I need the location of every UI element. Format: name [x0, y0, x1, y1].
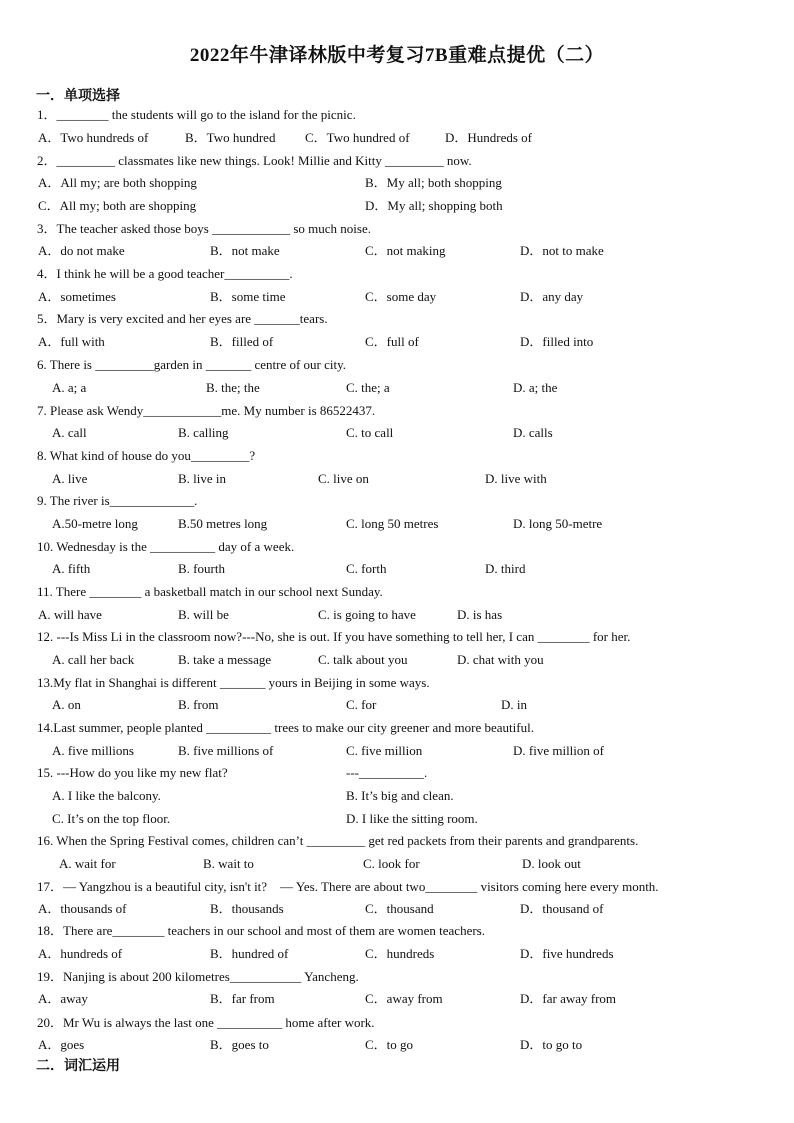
- question-11-stem: 11. There ________ a basketball match in our school next Sunday.: [37, 584, 383, 599]
- question-16-option: C. look for: [363, 856, 420, 871]
- question-4-option: C．some day: [365, 289, 437, 304]
- question-2-option: A．All my; are both shopping: [38, 175, 197, 190]
- question-15-stem: 15. ---How do you like my new flat?: [37, 765, 228, 780]
- question-17-option: D．thousand of: [520, 901, 604, 916]
- question-1-option: D．Hundreds of: [445, 130, 533, 145]
- question-18-option: D．five hundreds: [520, 946, 614, 961]
- question-9-stem: 9. The river is_____________.: [37, 493, 198, 508]
- question-15-option: C. It’s on the top floor.: [52, 811, 171, 826]
- question-14-option: D. five million of: [513, 743, 604, 758]
- question-4-stem: 4．I think he will be a good teacher__________.: [37, 266, 293, 281]
- question-6-option: A. a; a: [52, 380, 87, 395]
- question-18-option: B．hundred of: [210, 946, 289, 961]
- question-16-stem: 16. When the Spring Festival comes, children can’t _________ get red packets from their parents and grandparents.: [37, 833, 639, 848]
- question-15-option: B. It’s big and clean.: [346, 788, 454, 803]
- question-10-option: A. fifth: [52, 561, 91, 576]
- question-5-option: A．full with: [38, 334, 105, 349]
- question-18-option: C．hundreds: [365, 946, 435, 961]
- question-12-option: A. call her back: [52, 652, 135, 667]
- question-11-option: C. is going to have: [318, 607, 416, 622]
- question-2-stem: 2．_________ classmates like new things. Look! Millie and Kitty _________ now.: [37, 153, 472, 168]
- question-7-stem: 7. Please ask Wendy____________me. My number is 86522437.: [37, 403, 376, 418]
- question-1-option: B．Two hundred: [185, 130, 276, 145]
- question-13-option: D. in: [501, 697, 527, 712]
- question-8-option: B. live in: [178, 471, 227, 486]
- question-17-option: A．thousands of: [38, 901, 127, 916]
- question-8-option: D. live with: [485, 471, 547, 486]
- question-20-option: D．to go to: [520, 1037, 583, 1052]
- question-16-option: B. wait to: [203, 856, 254, 871]
- question-12-stem: 12. ---Is Miss Li in the classroom now?---No, she is out. If you have something to tell her, I can ________ for her.: [37, 629, 631, 644]
- question-5-option: C．full of: [365, 334, 419, 349]
- question-10-option: B. fourth: [178, 561, 225, 576]
- question-17-option: B．thousands: [210, 901, 284, 916]
- question-9-option: C. long 50 metres: [346, 516, 439, 531]
- question-1-stem: 1．________ the students will go to the island for the picnic.: [37, 107, 356, 122]
- question-13-stem: 13.My flat in Shanghai is different _______ yours in Beijing in some ways.: [37, 675, 430, 690]
- question-3-option: A．do not make: [38, 243, 125, 258]
- question-5-stem: 5．Mary is very excited and her eyes are _______tears.: [37, 311, 328, 326]
- question-3-option: C．not making: [365, 243, 446, 258]
- question-4-option: D．any day: [520, 289, 584, 304]
- question-12-option: B. take a message: [178, 652, 272, 667]
- question-15-option: A. I like the balcony.: [52, 788, 161, 803]
- question-4-option: B．some time: [210, 289, 286, 304]
- question-5-option: B．filled of: [210, 334, 274, 349]
- question-10-option: D. third: [485, 561, 526, 576]
- section-heading-single-choice: 一．单项选择: [36, 88, 120, 104]
- question-12-option: D. chat with you: [457, 652, 544, 667]
- question-6-stem: 6. There is _________garden in _______ centre of our city.: [37, 357, 347, 372]
- document-title: 2022年牛津译林版中考复习7B重难点提优（二）: [189, 45, 605, 66]
- question-9-option: A.50-metre long: [52, 516, 138, 531]
- question-17-stem: 17．— Yangzhou is a beautiful city, isn't it? — Yes. There are about two________ visitors coming here every month.: [37, 879, 659, 894]
- question-14-stem: 14.Last summer, people planted __________ trees to make our city greener and more beautiful.: [37, 720, 534, 735]
- question-9-option: D. long 50-metre: [513, 516, 603, 531]
- question-20-stem: 20．Mr Wu is always the last one __________ home after work.: [37, 1015, 375, 1030]
- question-17-option: C．thousand: [365, 901, 434, 916]
- question-2-option: C．All my; both are shopping: [38, 198, 197, 213]
- question-19-option: D．far away from: [520, 991, 617, 1006]
- question-20-option: B．goes to: [210, 1037, 269, 1052]
- question-8-option: C. live on: [318, 471, 369, 486]
- question-18-stem: 18．There are________ teachers in our school and most of them are women teachers.: [37, 923, 485, 938]
- question-6-option: C. the; a: [346, 380, 390, 395]
- question-2-option: D．My all; shopping both: [365, 198, 503, 213]
- question-7-option: C. to call: [346, 425, 394, 440]
- question-11-option: A. will have: [38, 607, 102, 622]
- question-8-stem: 8. What kind of house do you_________?: [37, 448, 256, 463]
- question-19-option: A．away: [38, 991, 88, 1006]
- question-19-option: C．away from: [365, 991, 443, 1006]
- question-3-stem: 3．The teacher asked those boys ____________ so much noise.: [37, 221, 371, 236]
- question-3-option: D．not to make: [520, 243, 604, 258]
- question-13-option: A. on: [52, 697, 81, 712]
- question-2-option: B．My all; both shopping: [365, 175, 502, 190]
- question-10-stem: 10. Wednesday is the __________ day of a week.: [37, 539, 295, 554]
- question-7-option: A. call: [52, 425, 87, 440]
- question-13-option: C. for: [346, 697, 377, 712]
- question-11-option: D. is has: [457, 607, 503, 622]
- question-18-option: A．hundreds of: [38, 946, 123, 961]
- question-7-option: B. calling: [178, 425, 229, 440]
- question-5-option: D．filled into: [520, 334, 594, 349]
- question-7-option: D. calls: [513, 425, 553, 440]
- question-15-response: ---__________.: [346, 765, 428, 780]
- question-19-option: B．far from: [210, 991, 275, 1006]
- question-4-option: A．sometimes: [38, 289, 116, 304]
- question-13-option: B. from: [178, 697, 219, 712]
- question-6-option: B. the; the: [206, 380, 260, 395]
- section-heading-vocabulary: 二．词汇运用: [36, 1058, 120, 1074]
- question-1-option: A．Two hundreds of: [38, 130, 149, 145]
- question-19-stem: 19．Nanjing is about 200 kilometres___________ Yancheng.: [37, 969, 359, 984]
- question-20-option: A．goes: [38, 1037, 85, 1052]
- question-8-option: A. live: [52, 471, 88, 486]
- question-14-option: B. five millions of: [178, 743, 274, 758]
- question-14-option: A. five millions: [52, 743, 134, 758]
- question-3-option: B．not make: [210, 243, 280, 258]
- question-16-option: A. wait for: [59, 856, 116, 871]
- question-14-option: C. five million: [346, 743, 423, 758]
- question-1-option: C．Two hundred of: [305, 130, 410, 145]
- question-15-option: D. I like the sitting room.: [346, 811, 478, 826]
- question-16-option: D. look out: [522, 856, 581, 871]
- question-6-option: D. a; the: [513, 380, 558, 395]
- question-11-option: B. will be: [178, 607, 229, 622]
- question-9-option: B.50 metres long: [178, 516, 268, 531]
- question-10-option: C. forth: [346, 561, 387, 576]
- question-20-option: C．to go: [365, 1037, 414, 1052]
- question-12-option: C. talk about you: [318, 652, 408, 667]
